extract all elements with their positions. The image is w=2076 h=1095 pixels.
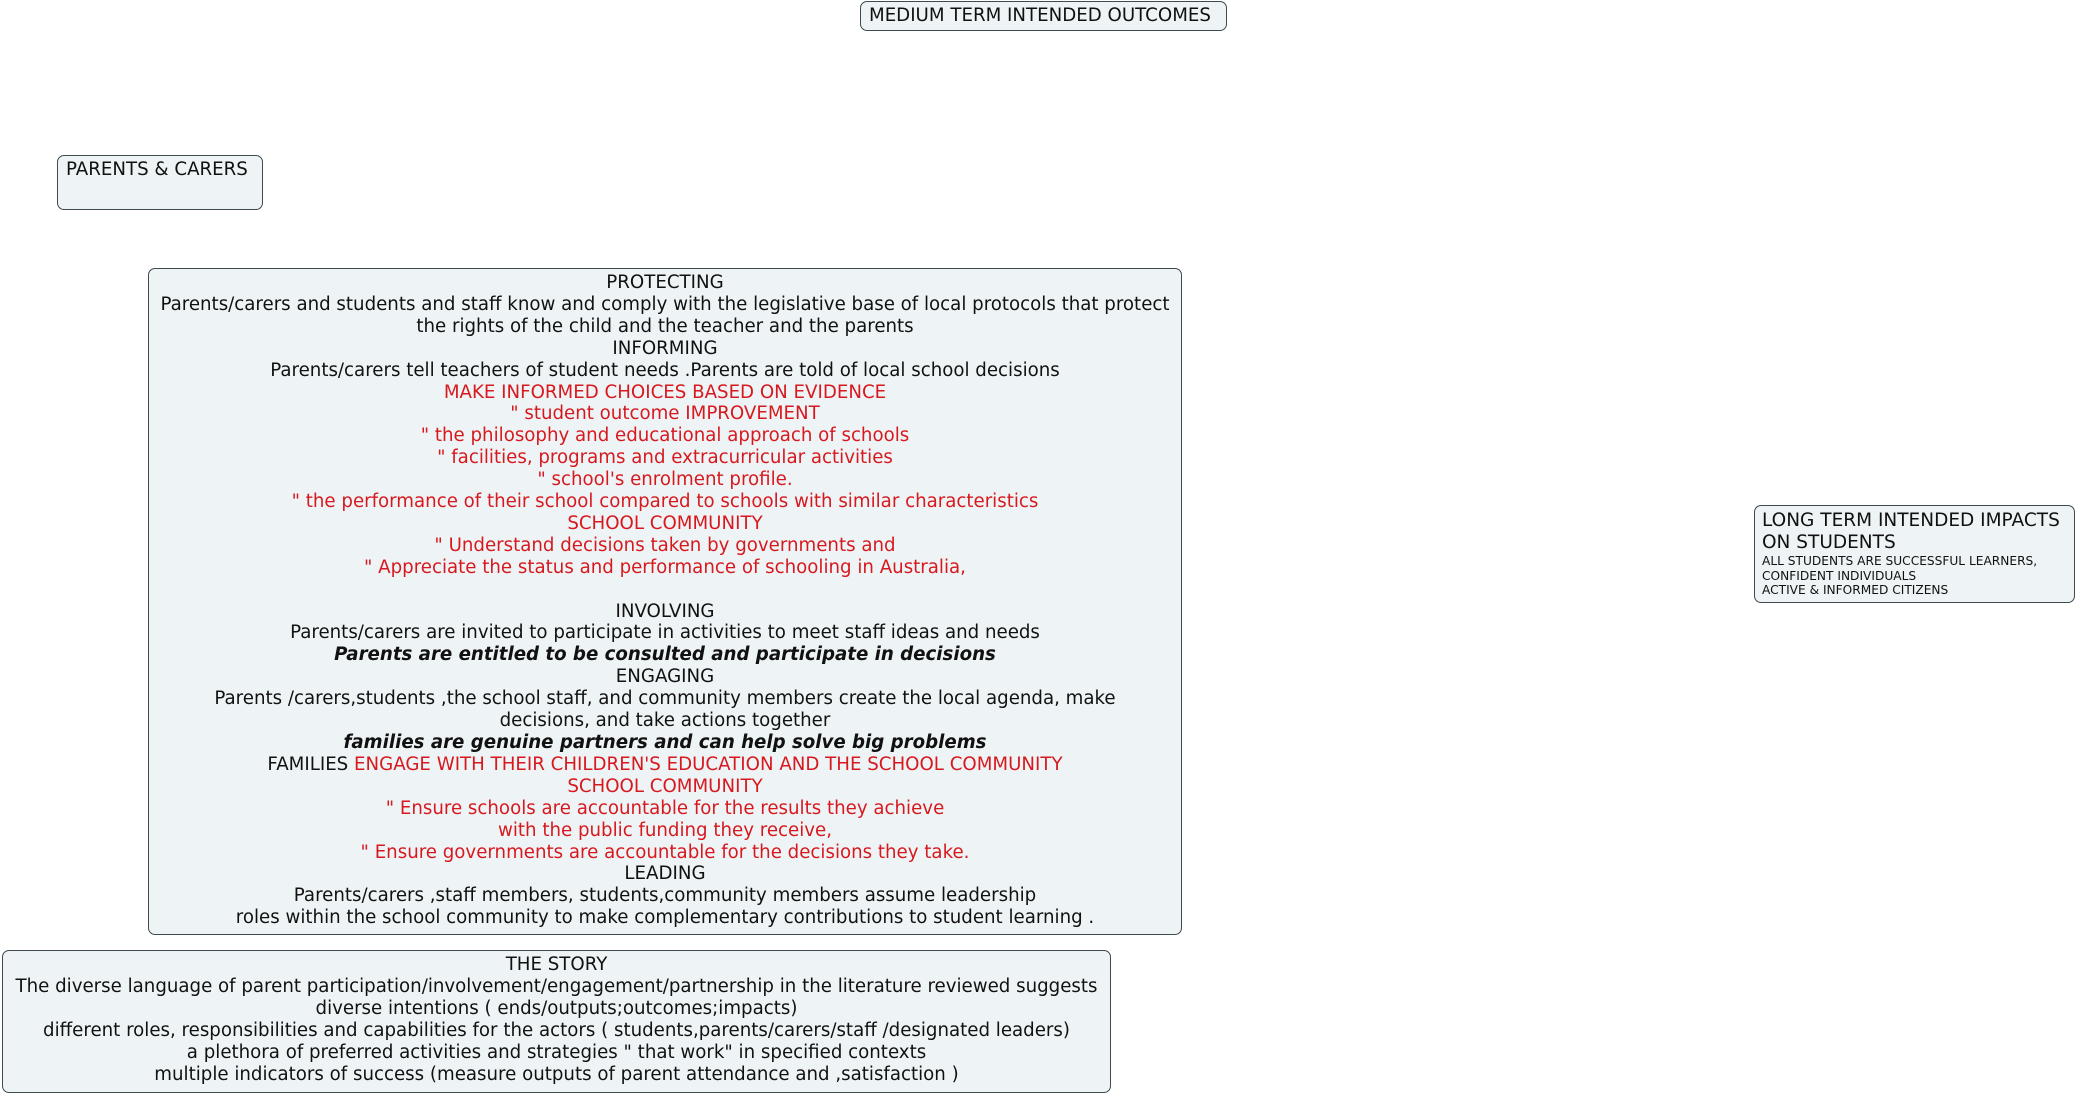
- parent-engagement-outcomes-node[interactable]: [148, 268, 1182, 935]
- informing-highlight: " facilities, programs and extracurricular activities: [437, 447, 893, 469]
- parents-carers-node[interactable]: [57, 155, 263, 210]
- families-line: [149, 754, 1181, 776]
- long-term-impact-item: CONFIDENT INDIVIDUALS: [1762, 568, 1917, 583]
- story-text: a plethora of preferred activities and strategies " that work" in specified contexts: [186, 1041, 927, 1063]
- section-heading-engaging: ENGAGING: [615, 666, 715, 688]
- informing-highlight: " the performance of their school compared to schools with similar characteristics: [291, 491, 1039, 513]
- involving-text: Parents/carers are invited to participate in activities to meet staff ideas and needs: [290, 622, 1040, 644]
- informing-highlight: " Understand decisions taken by governments and: [434, 534, 896, 556]
- long-term-impact-item: ACTIVE & INFORMED CITIZENS: [1762, 583, 1949, 597]
- protecting-text: the rights of the child and the teacher and the parents: [416, 315, 914, 337]
- the-story-node[interactable]: [2, 950, 1111, 1093]
- long-term-impacts-node[interactable]: [1754, 505, 2075, 603]
- long-term-impact-item: ALL STUDENTS ARE SUCCESSFUL LEARNERS,: [1762, 554, 2038, 568]
- engaging-highlight: with the public funding they receive,: [497, 819, 833, 841]
- informing-highlight: " school's enrolment profile.: [537, 469, 793, 491]
- engaging-emphasis: families are genuine partners and can help solve big problems: [343, 732, 987, 754]
- engaging-highlight: " Ensure schools are accountable for the results they achieve: [385, 797, 945, 819]
- engaging-highlight: SCHOOL COMMUNITY: [567, 775, 763, 797]
- engaging-text: decisions, and take actions together: [499, 710, 831, 732]
- informing-highlight: " student outcome IMPROVEMENT: [510, 403, 820, 425]
- story-text: multiple indicators of success (measure outputs of parent attendance and ,satisfaction ): [154, 1063, 959, 1085]
- informing-highlight: " Appreciate the status and performance of schooling in Australia,: [364, 556, 966, 578]
- section-heading-involving: INVOLVING: [615, 600, 715, 622]
- engaging-text: Parents /carers,students ,the school staff, and community members create the local agenda, make: [214, 688, 1116, 710]
- the-story-title: THE STORY: [505, 954, 608, 975]
- story-text: diverse intentions ( ends/outputs;outcomes;impacts): [315, 997, 798, 1019]
- story-text: The diverse language of parent participation/involvement/engagement/partnership in the literature reviewed suggests: [15, 975, 1098, 997]
- informing-highlight: " the philosophy and educational approach of schools: [420, 425, 910, 447]
- long-term-impacts-title-line2: ON STUDENTS: [1762, 532, 1896, 553]
- blank-line: [149, 579, 1181, 601]
- involving-emphasis: Parents are entitled to be consulted and participate in decisions: [334, 644, 996, 666]
- long-term-impacts-title-line1: LONG TERM INTENDED IMPACTS: [1762, 510, 2060, 531]
- families-label: FAMILIES: [267, 753, 349, 775]
- parents-carers-title: PARENTS & CARERS: [66, 159, 248, 180]
- medium-term-outcomes-node[interactable]: [860, 1, 1227, 31]
- families-highlight: ENGAGE WITH THEIR CHILDREN'S EDUCATION AND THE SCHOOL COMMUNITY: [354, 753, 1063, 775]
- informing-text: Parents/carers tell teachers of student needs .Parents are told of local school decisions: [270, 359, 1060, 381]
- section-heading-leading: LEADING: [624, 863, 706, 885]
- engaging-highlight: " Ensure governments are accountable for the decisions they take.: [360, 841, 970, 863]
- story-text: different roles, responsibilities and capabilities for the actors ( students,parents/carers/staff /designated leaders): [43, 1019, 1070, 1041]
- section-heading-protecting: PROTECTING: [606, 272, 724, 293]
- medium-term-outcomes-title: MEDIUM TERM INTENDED OUTCOMES: [869, 5, 1211, 26]
- leading-text: Parents/carers ,staff members, students,community members assume leadership: [293, 885, 1037, 907]
- informing-highlight: SCHOOL COMMUNITY: [567, 512, 763, 534]
- section-heading-informing: INFORMING: [612, 337, 718, 359]
- protecting-text: Parents/carers and students and staff know and comply with the legislative base of local protocols that protect: [160, 293, 1170, 315]
- leading-text: roles within the school community to make complementary contributions to student learning .: [235, 907, 1095, 929]
- informing-highlight: MAKE INFORMED CHOICES BASED ON EVIDENCE: [443, 381, 887, 403]
